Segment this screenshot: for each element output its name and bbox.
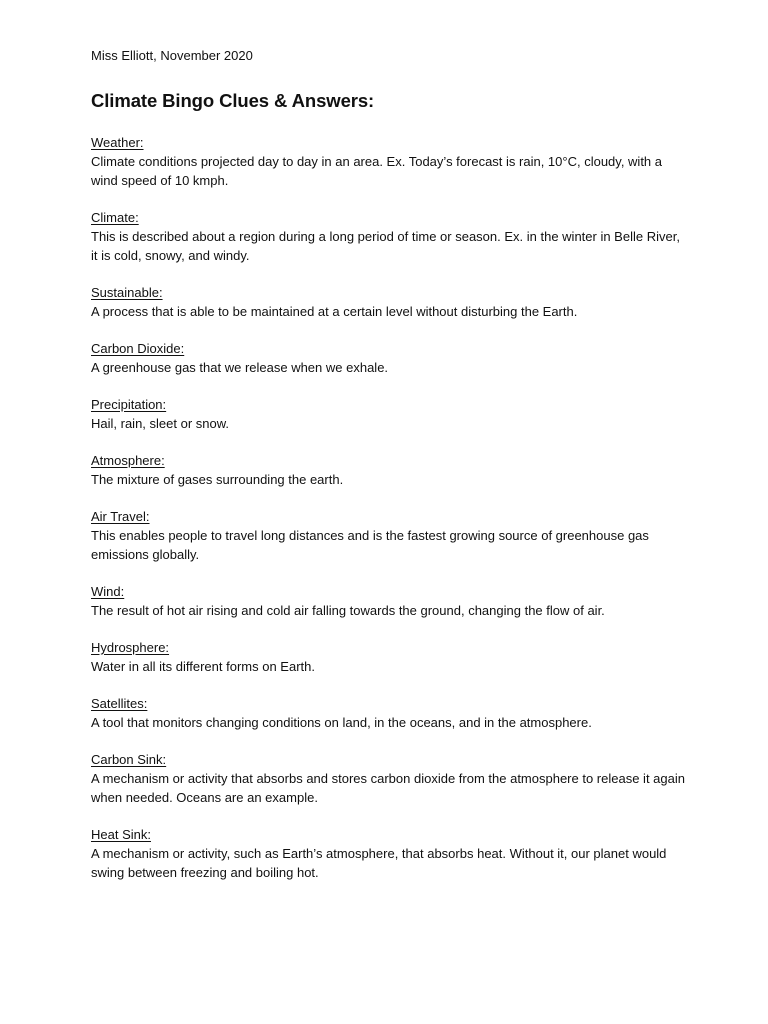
term-heading: Climate: — [91, 210, 139, 225]
glossary-entry — [91, 825, 688, 882]
glossary-entry — [91, 133, 688, 190]
term-definition: A mechanism or activity that absorbs and stores carbon dioxide from the atmosphere to release it again when needed. Oceans are an example. — [91, 771, 685, 805]
document-title: Climate Bingo Clues & Answers: — [91, 90, 375, 111]
term-definition: This is described about a region during a long period of time or season. Ex. in the winter in Belle River, it is cold, snowy, and windy. — [91, 229, 680, 263]
term-heading: Carbon Sink: — [91, 752, 167, 767]
term-heading: Carbon Dioxide: — [91, 341, 185, 356]
term-definition: A mechanism or activity, such as Earth’s atmosphere, that absorbs heat. Without it, our planet would swing between freezing and boiling hot. — [91, 846, 667, 880]
term-definition: The result of hot air rising and cold air falling towards the ground, changing the flow of air. — [91, 603, 605, 618]
term-definition: A greenhouse gas that we release when we exhale. — [91, 360, 389, 375]
term-heading: Sustainable: — [91, 285, 163, 300]
term-definition: This enables people to travel long distances and is the fastest growing source of greenhouse gas emissions globally. — [91, 528, 649, 562]
term-definition: A tool that monitors changing conditions on land, in the oceans, and in the atmosphere. — [91, 715, 592, 730]
glossary-entry — [91, 395, 688, 433]
term-heading: Weather: — [91, 135, 144, 150]
term-heading: Satellites: — [91, 696, 148, 711]
term-heading: Heat Sink: — [91, 827, 151, 842]
term-definition: Hail, rain, sleet or snow. — [91, 416, 230, 431]
term-heading: Atmosphere: — [91, 453, 165, 468]
term-definition: Climate conditions projected day to day in an area. Ex. Today’s forecast is rain, 10°C, cloudy, with a wind speed of 10 kmph. — [91, 154, 662, 188]
glossary-entry — [91, 507, 688, 564]
glossary-entry — [91, 451, 688, 489]
author-date-line: Miss Elliott, November 2020 — [91, 48, 253, 63]
term-heading: Precipitation: — [91, 397, 167, 412]
glossary-entry — [91, 283, 688, 321]
term-heading: Air Travel: — [91, 509, 150, 524]
term-heading: Hydrosphere: — [91, 640, 170, 655]
term-heading: Wind: — [91, 584, 125, 599]
glossary-entry — [91, 582, 688, 620]
glossary-entry — [91, 694, 688, 732]
term-definition: A process that is able to be maintained at a certain level without disturbing the Earth. — [91, 304, 578, 319]
term-definition: Water in all its different forms on Earth. — [91, 659, 315, 674]
glossary-entry — [91, 638, 688, 676]
glossary-entry — [91, 750, 688, 807]
glossary-entry — [91, 339, 688, 377]
term-definition: The mixture of gases surrounding the earth. — [91, 472, 344, 487]
glossary-entry — [91, 208, 688, 265]
